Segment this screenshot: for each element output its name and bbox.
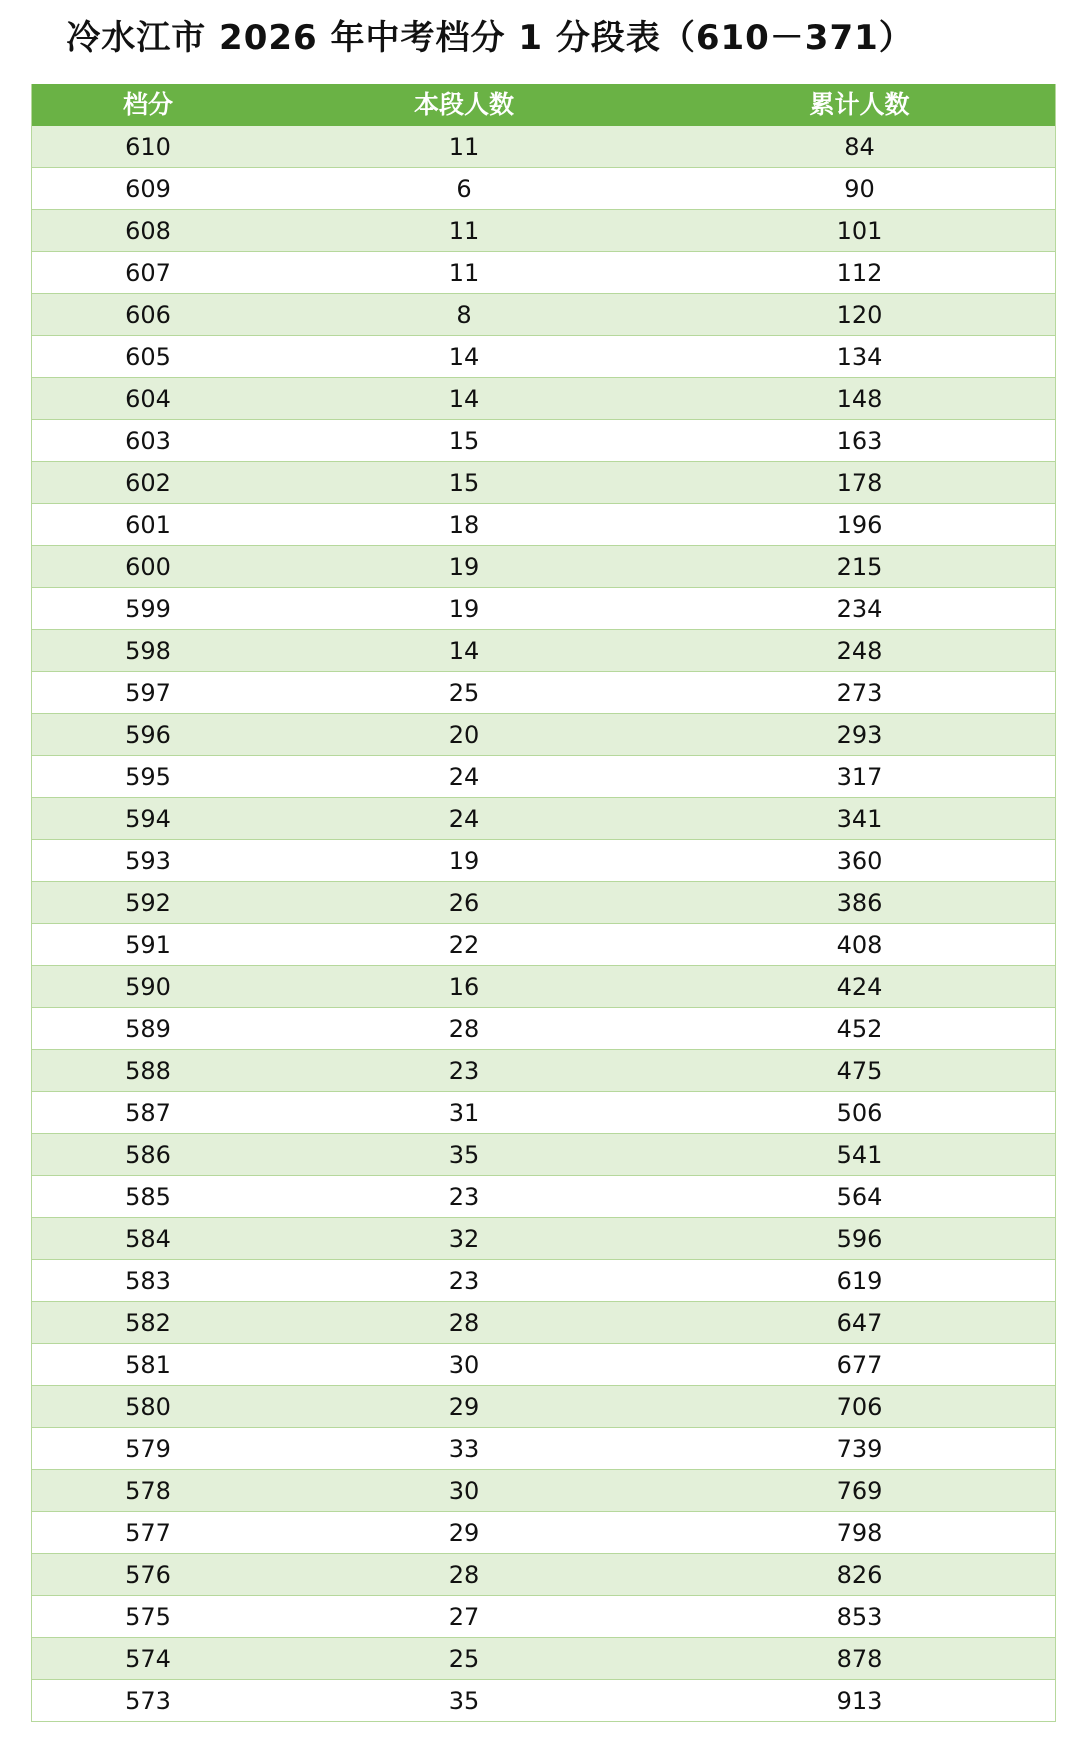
- cell-segment-count: 33: [448, 1434, 480, 1463]
- cell-cumulative-count: 293: [836, 720, 883, 749]
- cell-score: 608: [125, 216, 171, 245]
- cell-segment-count: 25: [448, 1644, 480, 1673]
- cell-segment-count: 35: [448, 1686, 480, 1715]
- cell-score: 573: [125, 1686, 171, 1715]
- cell-cumulative-count: 120: [836, 300, 883, 329]
- table-row: [32, 798, 1055, 840]
- cell-cumulative-count: 647: [836, 1308, 883, 1337]
- cell-score: 599: [125, 594, 171, 623]
- table-row: [32, 1512, 1055, 1554]
- cell-segment-count: 29: [448, 1392, 480, 1421]
- cell-segment-count: 26: [448, 888, 480, 917]
- cell-score: 576: [125, 1560, 171, 1589]
- cell-segment-count: 16: [448, 972, 480, 1001]
- cell-cumulative-count: 317: [836, 762, 883, 791]
- cell-segment-count: 31: [448, 1098, 480, 1127]
- cell-cumulative-count: 913: [836, 1686, 883, 1715]
- cell-score: 575: [125, 1602, 171, 1631]
- header-score: 档分: [122, 89, 173, 119]
- table-row: [32, 378, 1055, 420]
- cell-score: 604: [125, 384, 171, 413]
- table-row: [32, 630, 1055, 672]
- table-row: [32, 546, 1055, 588]
- table-row: [32, 1470, 1055, 1512]
- cell-cumulative-count: 706: [836, 1392, 883, 1421]
- table-row: [32, 672, 1055, 714]
- cell-segment-count: 22: [448, 930, 480, 959]
- table-row: [32, 1218, 1055, 1260]
- cell-cumulative-count: 677: [836, 1350, 883, 1379]
- cell-score: 590: [125, 972, 171, 1001]
- cell-segment-count: 19: [448, 552, 480, 581]
- table-row: [32, 1344, 1055, 1386]
- cell-segment-count: 20: [448, 720, 480, 749]
- cell-cumulative-count: 475: [836, 1056, 883, 1085]
- table-row: [32, 1092, 1055, 1134]
- table-row: [32, 1008, 1055, 1050]
- cell-cumulative-count: 112: [836, 258, 883, 287]
- cell-cumulative-count: 101: [836, 216, 883, 245]
- cell-score: 606: [125, 300, 171, 329]
- cell-segment-count: 23: [448, 1266, 480, 1295]
- table-row: [32, 756, 1055, 798]
- cell-segment-count: 14: [448, 636, 480, 665]
- cell-cumulative-count: 769: [836, 1476, 883, 1505]
- cell-segment-count: 23: [448, 1182, 480, 1211]
- cell-cumulative-count: 798: [836, 1518, 883, 1547]
- cell-segment-count: 32: [448, 1224, 480, 1253]
- cell-segment-count: 11: [448, 216, 480, 245]
- cell-segment-count: 14: [448, 384, 480, 413]
- cell-segment-count: 18: [448, 510, 480, 539]
- table-row: [32, 1176, 1055, 1218]
- table-header-row: [32, 84, 1055, 126]
- cell-segment-count: 11: [448, 132, 480, 161]
- cell-segment-count: 6: [456, 174, 472, 203]
- cell-score: 593: [125, 846, 171, 875]
- cell-score: 592: [125, 888, 171, 917]
- cell-score: 603: [125, 426, 171, 455]
- table-row: [32, 1260, 1055, 1302]
- cell-cumulative-count: 826: [836, 1560, 883, 1589]
- cell-cumulative-count: 386: [836, 888, 883, 917]
- cell-score: 589: [125, 1014, 171, 1043]
- cell-score: 582: [125, 1308, 171, 1337]
- cell-score: 607: [125, 258, 171, 287]
- cell-score: 579: [125, 1434, 171, 1463]
- cell-cumulative-count: 273: [836, 678, 883, 707]
- cell-cumulative-count: 541: [836, 1140, 883, 1169]
- cell-score: 609: [125, 174, 171, 203]
- table-body: [32, 126, 1055, 1722]
- cell-cumulative-count: 84: [844, 132, 875, 161]
- table-row: [32, 588, 1055, 630]
- cell-score: 596: [125, 720, 171, 749]
- cell-cumulative-count: 148: [836, 384, 883, 413]
- cell-segment-count: 19: [448, 594, 480, 623]
- table-row: [32, 462, 1055, 504]
- cell-score: 588: [125, 1056, 171, 1085]
- cell-cumulative-count: 878: [836, 1644, 883, 1673]
- table-row: [32, 840, 1055, 882]
- table-row: [32, 1050, 1055, 1092]
- table-row: [32, 1554, 1055, 1596]
- cell-score: 578: [125, 1476, 171, 1505]
- cell-score: 584: [125, 1224, 171, 1253]
- cell-score: 601: [125, 510, 171, 539]
- cell-cumulative-count: 564: [836, 1182, 883, 1211]
- table-row: [32, 714, 1055, 756]
- cell-cumulative-count: 853: [836, 1602, 883, 1631]
- cell-cumulative-count: 341: [836, 804, 883, 833]
- table-row: [32, 252, 1055, 294]
- table-row: [32, 1134, 1055, 1176]
- header-segment-count: 本段人数: [413, 89, 514, 119]
- cell-segment-count: 30: [448, 1476, 480, 1505]
- cell-cumulative-count: 90: [844, 174, 875, 203]
- cell-score: 583: [125, 1266, 171, 1295]
- table-row: [32, 1386, 1055, 1428]
- cell-score: 598: [125, 636, 171, 665]
- cell-cumulative-count: 248: [836, 636, 883, 665]
- table-row: [32, 1638, 1055, 1680]
- cell-segment-count: 24: [448, 804, 480, 833]
- cell-score: 605: [125, 342, 171, 371]
- header-cumulative-count: 累计人数: [809, 89, 910, 119]
- cell-segment-count: 19: [448, 846, 480, 875]
- cell-score: 610: [125, 132, 171, 161]
- cell-score: 587: [125, 1098, 171, 1127]
- cell-cumulative-count: 234: [836, 594, 883, 623]
- table-row: [32, 882, 1055, 924]
- table-row: [32, 294, 1055, 336]
- cell-score: 581: [125, 1350, 171, 1379]
- cell-segment-count: 29: [448, 1518, 480, 1547]
- cell-cumulative-count: 163: [836, 426, 883, 455]
- cell-segment-count: 24: [448, 762, 480, 791]
- table-row: [32, 420, 1055, 462]
- cell-score: 591: [125, 930, 171, 959]
- cell-score: 585: [125, 1182, 171, 1211]
- cell-score: 602: [125, 468, 171, 497]
- cell-segment-count: 27: [448, 1602, 480, 1631]
- cell-segment-count: 11: [448, 258, 480, 287]
- cell-segment-count: 28: [448, 1560, 480, 1589]
- table-row: [32, 1596, 1055, 1638]
- cell-segment-count: 28: [448, 1014, 480, 1043]
- cell-score: 594: [125, 804, 171, 833]
- cell-score: 580: [125, 1392, 171, 1421]
- table-row: [32, 336, 1055, 378]
- cell-cumulative-count: 452: [836, 1014, 883, 1043]
- table-row: [32, 924, 1055, 966]
- cell-segment-count: 14: [448, 342, 480, 371]
- cell-cumulative-count: 506: [836, 1098, 883, 1127]
- cell-cumulative-count: 424: [836, 972, 883, 1001]
- cell-cumulative-count: 596: [836, 1224, 883, 1253]
- table-row: [32, 210, 1055, 252]
- cell-segment-count: 35: [448, 1140, 480, 1169]
- cell-cumulative-count: 178: [836, 468, 883, 497]
- cell-cumulative-count: 619: [836, 1266, 883, 1295]
- cell-cumulative-count: 360: [836, 846, 883, 875]
- cell-score: 600: [125, 552, 171, 581]
- cell-segment-count: 23: [448, 1056, 480, 1085]
- cell-cumulative-count: 134: [836, 342, 883, 371]
- cell-score: 577: [125, 1518, 171, 1547]
- cell-cumulative-count: 215: [836, 552, 883, 581]
- table-row: [32, 1428, 1055, 1470]
- cell-segment-count: 15: [448, 468, 480, 497]
- table-row: [32, 1302, 1055, 1344]
- cell-segment-count: 30: [448, 1350, 480, 1379]
- cell-score: 595: [125, 762, 171, 791]
- cell-segment-count: 8: [456, 300, 472, 329]
- cell-score: 586: [125, 1140, 171, 1169]
- table-row: [32, 966, 1055, 1008]
- cell-segment-count: 15: [448, 426, 480, 455]
- table-row: [32, 126, 1055, 168]
- cell-cumulative-count: 739: [836, 1434, 883, 1463]
- table-row: [32, 504, 1055, 546]
- cell-score: 574: [125, 1644, 171, 1673]
- cell-segment-count: 25: [448, 678, 480, 707]
- score-table: [31, 84, 1056, 1722]
- table-row: [32, 168, 1055, 210]
- cell-cumulative-count: 408: [836, 930, 883, 959]
- cell-segment-count: 28: [448, 1308, 480, 1337]
- page-title: 冷水江市 2026 年中考档分 1 分段表（610－371）: [66, 18, 914, 58]
- table-row: [32, 1680, 1055, 1722]
- cell-cumulative-count: 196: [836, 510, 883, 539]
- cell-score: 597: [125, 678, 171, 707]
